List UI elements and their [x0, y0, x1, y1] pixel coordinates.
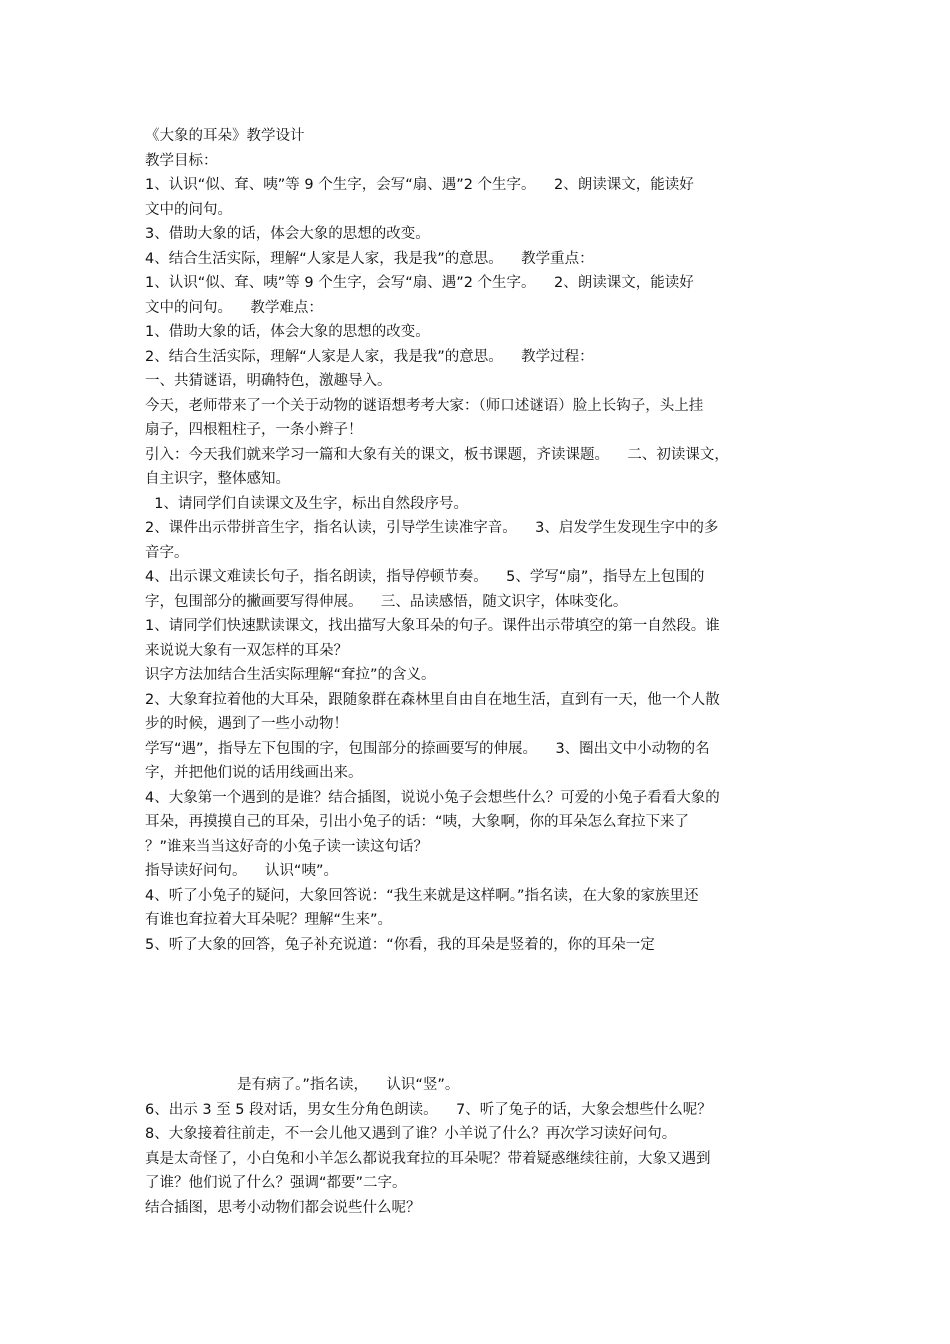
text-line: 《大象的耳朵》教学设计: [145, 128, 305, 144]
text-line: 5、听了大象的回答，兔子补充说道：“你看，我的耳朵是竖着的，你的耳朵一定: [145, 936, 655, 953]
text-line: 了谁？他们说了什么？强调“都要”二字。: [145, 1175, 407, 1191]
text-line: 1、认识“似、耷、咦”等 9 个生字，会写“扇、遇”2 个生字。 2、朗读课文，能读好: [145, 275, 694, 291]
text-line: 识字方法加结合生活实际理解“耷拉”的含义。: [145, 667, 436, 683]
text-line: 有谁也耷拉着大耳朵呢？理解“生来”。: [145, 912, 393, 928]
text-line: 来说说大象有一双怎样的耳朵？: [145, 642, 348, 659]
text-line: 4、听了小兔子的疑问，大象回答说：“我生来就是这样啊。”指名读，在大象的家族里还: [145, 887, 699, 904]
text-line: 字，并把他们说的话用线画出来。: [145, 765, 363, 781]
text-line: 4、出示课文难读长句子，指名朗读，指导停顿节奏。 5、学写“扇”，指导左上包围的: [145, 569, 705, 585]
text-line: 文中的问句。: [145, 201, 232, 218]
text-line: ？”谁来当当这好奇的小兔子读一读这句话？: [145, 838, 429, 855]
text-line: 自主识字，整体感知。: [145, 471, 290, 487]
document-text-block-upper: [145, 124, 825, 957]
text-line: 是有病了。”指名读， 认识“竖”。: [145, 1077, 460, 1093]
text-line: 字，包围部分的撇画要写得伸展。 三、品读感悟，随文识字，体味变化。: [145, 593, 628, 610]
text-line: 引入：今天我们就来学习一篇和大象有关的课文，板书课题，齐读课题。 二、初读课文，: [145, 446, 729, 463]
text-line: 音字。: [145, 544, 189, 561]
text-line: 指导读好问句。 认识“咦”。: [145, 863, 338, 879]
text-line: 8、大象接着往前走，不一会儿他又遇到了谁？小羊说了什么？再次学习读好问句。: [145, 1126, 677, 1142]
text-line: 扇子，四根粗柱子，一条小辫子！: [145, 422, 363, 438]
text-line: 4、结合生活实际，理解“人家是人家，我是我”的意思。 教学重点：: [145, 250, 594, 267]
text-line: 今天，老师带来了一个关于动物的谜语想考考大家：（师口述谜语）脸上长钩子，头上挂: [145, 397, 704, 414]
text-line: 6、出示 3 至 5 段对话，男女生分角色朗读。 7、听了兔子的话，大象会想些什么呢？: [145, 1101, 712, 1118]
text-line: 1、请同学们自读课文及生字，标出自然段序号。: [145, 495, 468, 512]
text-line: 一、共猜谜语，明确特色，激趣导入。: [145, 373, 392, 389]
text-line: 步的时候，遇到了一些小动物！: [145, 716, 348, 732]
text-line: 2、课件出示带拼音生字，指名认读，引导学生读准字音。 3、启发学生发现生字中的多: [145, 520, 719, 536]
document-text-block-lower: [145, 1073, 825, 1220]
text-line: 1、请同学们快速默读课文，找出描写大象耳朵的句子。课件出示带填空的第一自然段。谁: [145, 618, 720, 634]
text-line: 结合插图，思考小动物们都会说些什么呢？: [145, 1199, 421, 1216]
text-line: 真是太奇怪了，小白兔和小羊怎么都说我耷拉的耳朵呢？带着疑惑继续往前，大象又遇到: [145, 1150, 711, 1167]
text-line: 1、借助大象的话，体会大象的思想的改变。: [145, 324, 430, 340]
text-line: 4、大象第一个遇到的是谁？结合插图，说说小兔子会想些什么？可爱的小兔子看看大象的: [145, 789, 720, 806]
text-line: 1、认识“似、耷、咦”等 9 个生字，会写“扇、遇”2 个生字。 2、朗读课文，能读好: [145, 177, 694, 193]
text-line: 文中的问句。 教学难点：: [145, 299, 323, 316]
text-line: 学写“遇”，指导左下包围的字，包围部分的捺画要写的伸展。 3、圈出文中小动物的名: [145, 740, 710, 757]
text-line: 2、大象耷拉着他的大耳朵，跟随象群在森林里自由自在地生活，直到有一天，他一个人散: [145, 691, 720, 708]
text-line: 3、借助大象的话，体会大象的思想的改变。: [145, 226, 430, 242]
text-line: 耳朵，再摸摸自己的耳朵，引出小兔子的话：“咦，大象啊，你的耳朵怎么耷拉下来了: [145, 814, 690, 830]
text-line: 教学目标：: [145, 152, 218, 169]
text-line: 2、结合生活实际，理解“人家是人家，我是我”的意思。 教学过程：: [145, 348, 594, 365]
